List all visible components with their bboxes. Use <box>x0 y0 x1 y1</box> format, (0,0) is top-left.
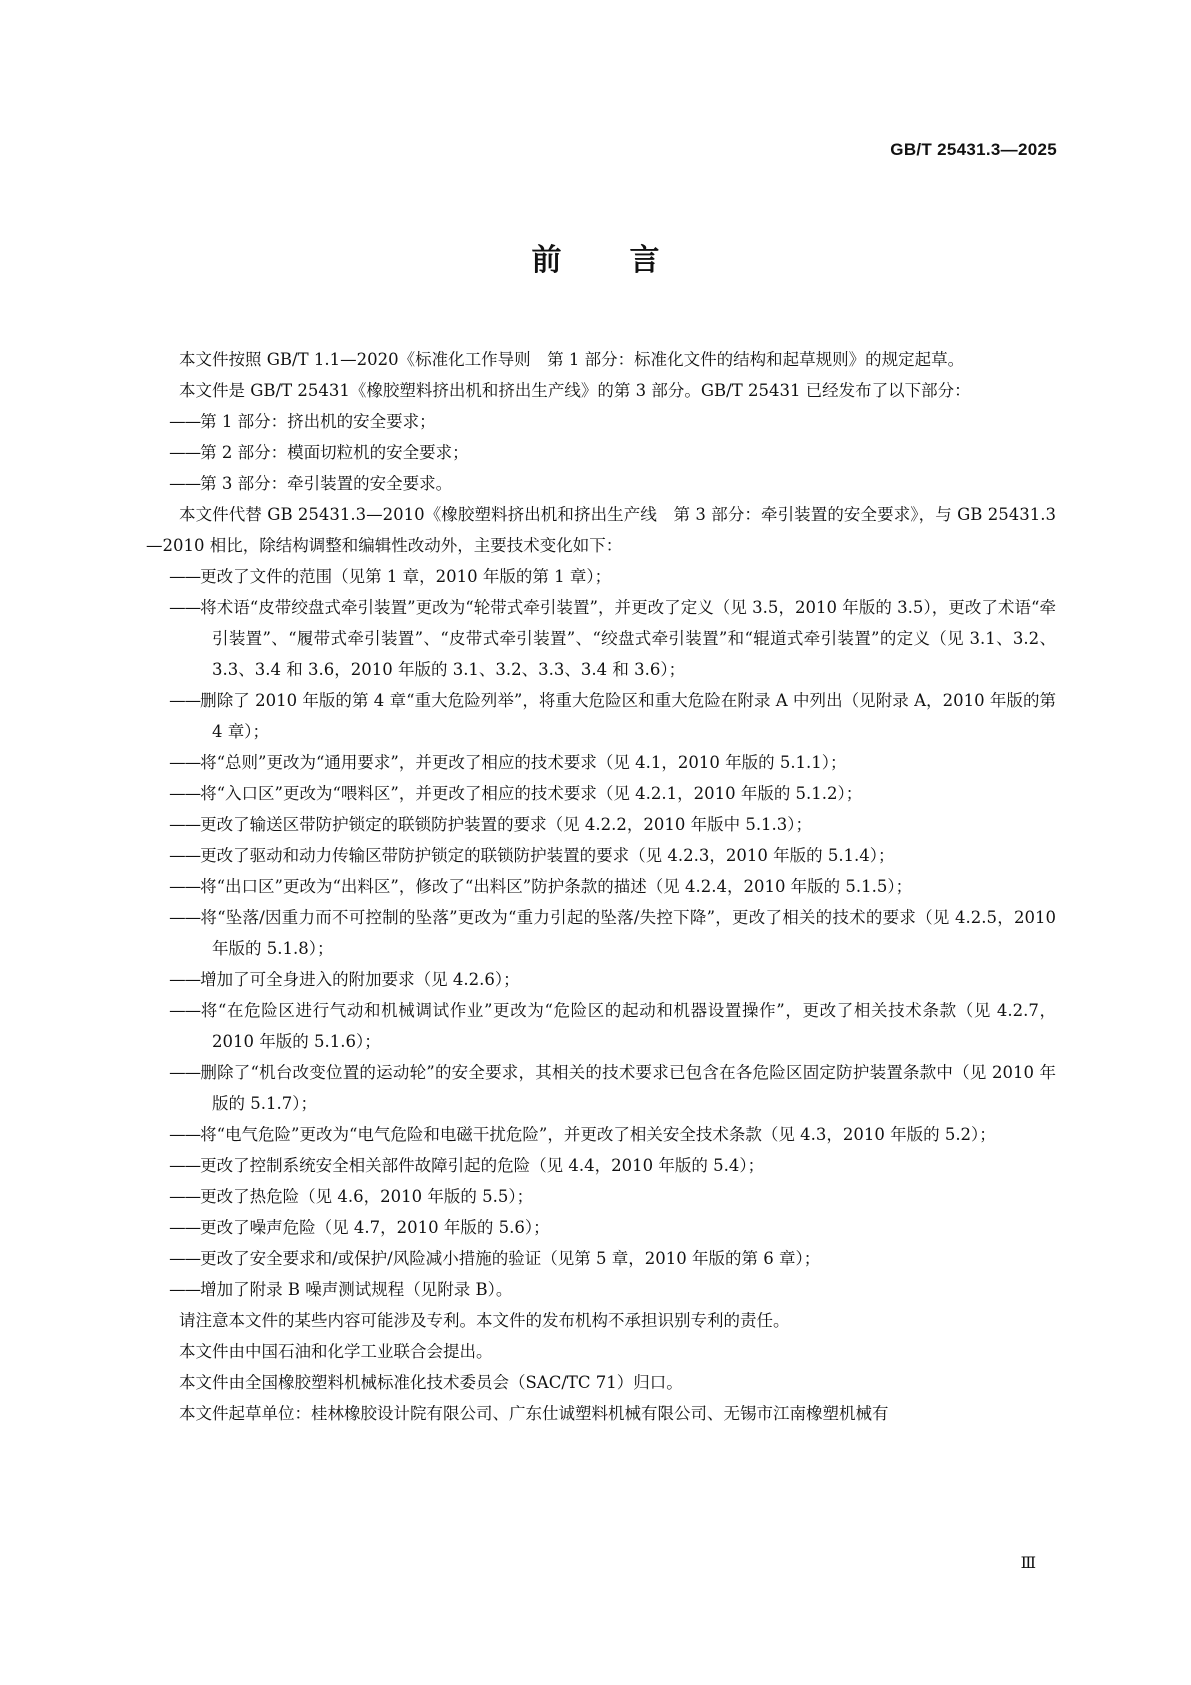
parts-list-item: ——第 2 部分：模面切粒机的安全要求； <box>169 443 469 462</box>
list-dash: —— <box>169 691 201 710</box>
change-list-item: ——将“坠落/因重力而不可控制的坠落”更改为“重力引起的坠落/失控下降”，更改了相关的技术的要求（见 4.2.5，2010 年版的 5.1.8）； <box>169 908 1056 958</box>
change-list-item: ——更改了安全要求和/或保护/风险减小措施的验证（见第 5 章，2010 年版的第 6 章）； <box>169 1249 821 1268</box>
change-list-item: ——更改了文件的范围（见第 1 章，2010 年版的第 1 章）； <box>169 567 612 586</box>
paragraph-drafting-rules: 本文件按照 GB/T 1.1—2020《标准化工作导则 第 1 部分：标准化文件的结构和起草规则》的规定起草。 <box>179 350 965 369</box>
list-dash: —— <box>169 1249 201 1268</box>
list-dash: —— <box>169 1187 201 1206</box>
title-char-1: 前 <box>531 243 562 278</box>
list-dash: —— <box>169 1280 201 1299</box>
list-dash: —— <box>169 598 201 617</box>
list-dash: —— <box>169 1063 201 1082</box>
change-list-item: ——将“入口区”更改为“喂料区”，并更改了相应的技术要求（见 4.2.1，2010 年版的 5.1.2）； <box>169 784 863 803</box>
page-number: Ⅲ <box>1020 1553 1036 1572</box>
paragraph-drafting-units: 本文件起草单位：桂林橡胶设计院有限公司、广东仕诚塑料机械有限公司、无锡市江南橡塑机械有 <box>179 1404 889 1423</box>
parts-list-item: ——第 1 部分：挤出机的安全要求； <box>169 412 436 431</box>
change-list-item: ——将“总则”更改为“通用要求”，并更改了相应的技术要求（见 4.1，2010 年版的 5.1.1）； <box>169 753 847 772</box>
change-list-item: ——删除了“机台改变位置的运动轮”的安全要求，其相关的技术要求已包含在各危险区固定防护装置条款中（见 2010 年版的 5.1.7）； <box>169 1063 1056 1113</box>
paragraph-committee: 本文件由全国橡胶塑料机械标准化技术委员会（SAC/TC 71）归口。 <box>179 1373 683 1392</box>
change-list-item: ——删除了 2010 年版的第 4 章“重大危险列举”，将重大危险区和重大危险在附录 A 中列出（见附录 A，2010 年版的第 4 章）； <box>169 691 1056 741</box>
paragraph-replacement: 本文件代替 GB 25431.3—2010《橡胶塑料挤出机和挤出生产线 第 3 部分：牵引装置的安全要求》，与 GB 25431.3—2010 相比，除结构调整和编辑性改动外，主要技术变化如下： <box>146 505 1056 555</box>
paragraph-patent-notice: 请注意本文件的某些内容可能涉及专利。本文件的发布机构不承担识别专利的责任。 <box>179 1311 790 1330</box>
page-title <box>0 243 1191 278</box>
paragraph-proposer: 本文件由中国石油和化学工业联合会提出。 <box>179 1342 493 1361</box>
change-list-item: ——将“出口区”更改为“出料区”，修改了“出料区”防护条款的描述（见 4.2.4，2010 年版的 5.1.5）； <box>169 877 913 896</box>
foreword-body <box>146 344 1056 1429</box>
parts-list-item: ——第 3 部分：牵引装置的安全要求。 <box>169 474 453 493</box>
title-char-2: 言 <box>629 243 660 278</box>
change-list-item: ——更改了控制系统安全相关部件故障引起的危险（见 4.4，2010 年版的 5.4）； <box>169 1156 765 1175</box>
list-dash: —— <box>169 908 201 927</box>
list-dash: —— <box>169 1218 201 1237</box>
change-list-item: ——更改了噪声危险（见 4.7，2010 年版的 5.6）； <box>169 1218 550 1237</box>
list-dash: —— <box>169 877 201 896</box>
change-list-item: ——将“在危险区进行气动和机械调试作业”更改为“危险区的起动和机器设置操作”，更改了相关技术条款（见 4.2.7，2010 年版的 5.1.6）； <box>169 1001 1056 1051</box>
list-dash: —— <box>169 474 201 493</box>
list-dash: —— <box>169 970 201 989</box>
change-list-item: ——增加了附录 B 噪声测试规程（见附录 B）。 <box>169 1280 513 1299</box>
list-dash: —— <box>169 784 201 803</box>
change-list-item: ——将“电气危险”更改为“电气危险和电磁干扰危险”，并更改了相关安全技术条款（见 4.3，2010 年版的 5.2）； <box>169 1125 996 1144</box>
change-list-item: ——更改了驱动和动力传输区带防护锁定的联锁防护装置的要求（见 4.2.3，2010 年版的 5.1.4）； <box>169 846 895 865</box>
list-dash: —— <box>169 443 201 462</box>
list-dash: —— <box>169 1156 201 1175</box>
list-dash: —— <box>169 846 201 865</box>
change-list-item: ——将术语“皮带绞盘式牵引装置”更改为“轮带式牵引装置”，并更改了定义（见 3.5，2010 年版的 3.5），更改了术语“牵引装置”、“履带式牵引装置”、“皮带式牵引装置”、“绞盘式牵引装置”和“辊道式牵引装置”的定义（见 3.1、3.2、3.3、3.4 和 3.6，2010 年版的 3.1、3.2、3.3、3.4 和 3.6）； <box>169 598 1056 679</box>
document-code: GB/T 25431.3—2025 <box>890 140 1057 159</box>
list-dash: —— <box>169 567 201 586</box>
change-list-item: ——更改了热危险（见 4.6，2010 年版的 5.5）； <box>169 1187 534 1206</box>
list-dash: —— <box>169 753 201 772</box>
change-list-item: ——更改了输送区带防护锁定的联锁防护装置的要求（见 4.2.2，2010 年版中 5.1.3）； <box>169 815 813 834</box>
paragraph-series-parts: 本文件是 GB/T 25431《橡胶塑料挤出机和挤出生产线》的第 3 部分。GB/T 25431 已经发布了以下部分： <box>179 381 971 400</box>
list-dash: —— <box>169 1001 201 1020</box>
list-dash: —— <box>169 412 201 431</box>
list-dash: —— <box>169 1125 201 1144</box>
list-dash: —— <box>169 815 201 834</box>
change-list-item: ——增加了可全身进入的附加要求（见 4.2.6）； <box>169 970 520 989</box>
